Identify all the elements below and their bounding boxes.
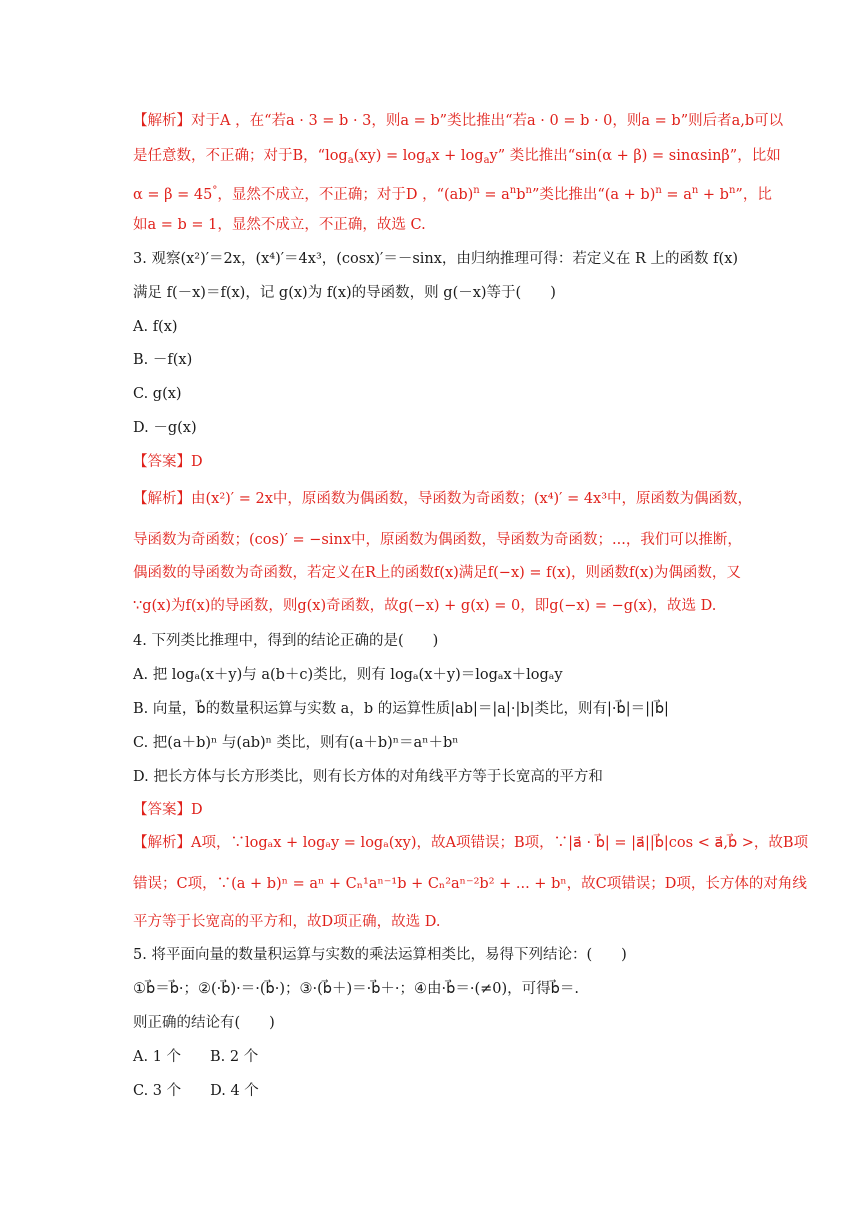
q3-analysis-line-4: ∵g(x)为f(x)的导函数，则g(x)奇函数，故g(−x) + g(x) = 0，即g(−x) = −g(x)，故选 D. <box>133 598 717 614</box>
subscript: a <box>347 155 354 166</box>
q3-analysis-line-2: 导函数为奇函数；(cos)′ = −sinx中，原函数为偶函数，导函数为奇函数；...，我们可以推断， <box>133 532 742 548</box>
q3-analysis-line-3: 偶函数的导函数为奇函数，若定义在R上的函数f(x)满足f(−x) = f(x)，则函数f(x)为偶函数，又 <box>133 565 741 581</box>
q2-analysis-line-3 <box>133 181 772 205</box>
q2-analysis-line-1 <box>133 111 784 131</box>
analysis-text: 对于A ，在“若a · 3 = b · 3，则a = b”类比推出“若a · 0 = b · 0，则a = b”则后者a,b可以 <box>191 113 784 129</box>
q3-answer <box>133 452 733 472</box>
q3-option-d: D. －g(x) <box>133 420 197 436</box>
analysis-text: = a <box>661 187 692 203</box>
answer-tag: 【答案】 <box>133 802 191 818</box>
q4-option-b: B. 向量，b⃗的数量积运算与实数 a，b 的运算性质|ab|＝|a|·|b|类比，则有|·b⃗|＝||b⃗| <box>133 701 669 717</box>
q4-option-a: A. 把 logₐ(x＋y)与 a(b＋c)类比，则有 logₐ(x＋y)＝logₐx＋logₐy <box>133 667 563 683</box>
q3-stem-line-2: 满足 f(－x)＝f(x)，记 g(x)为 f(x)的导函数，则 g(－x)等于( ) <box>133 285 556 301</box>
q4-option-c: C. 把(a＋b)ⁿ 与(ab)ⁿ 类比，则有(a＋b)ⁿ＝aⁿ＋bⁿ <box>133 735 459 751</box>
q2-analysis-line-4: 如a = b = 1，显然不成立，不正确，故选 C. <box>133 217 426 233</box>
q3-option-b: B. －f(x) <box>133 352 193 368</box>
subscript: a <box>483 155 490 166</box>
analysis-text: (xy) = log <box>353 148 426 164</box>
q4-option-d: D. 把长方体与长方形类比，则有长方体的对角线平方等于长宽高的平方和 <box>133 769 603 785</box>
q5-prompt: 则正确的结论有( ) <box>133 1015 275 1031</box>
superscript: n <box>473 185 480 196</box>
answer-value: D <box>191 802 203 818</box>
analysis-tag: 【解析】 <box>133 113 191 129</box>
q5-options-row-2: C. 3 个 D. 4 个 <box>133 1083 259 1099</box>
q3-option-a: A. f(x) <box>133 319 178 335</box>
subscript: a <box>425 155 432 166</box>
superscript: n <box>509 185 517 196</box>
analysis-text: α = β = 45 <box>133 187 213 203</box>
analysis-text: 是任意数，不正确；对于B，“log <box>133 148 348 164</box>
analysis-text: ”类比推出“(a + b) <box>531 187 656 203</box>
q5-statements: ①b⃗＝b⃗·；②(·b⃗)·＝·(b⃗·)；③·(b⃗＋)＝·b⃗＋·；④由·b⃗＝·(≠0)，可得b⃗＝. <box>133 981 579 997</box>
q3-option-c: C. g(x) <box>133 386 182 402</box>
analysis-text: x + log <box>431 148 484 164</box>
analysis-tag: 【解析】 <box>133 491 191 507</box>
analysis-text: 由(x²)′ = 2x中，原函数为偶函数，导函数为奇函数；(x⁴)′ = 4x³中，原函数为偶函数， <box>191 491 753 507</box>
analysis-tag: 【解析】 <box>133 835 191 851</box>
superscript: n <box>525 185 532 196</box>
superscript: n <box>655 185 662 196</box>
q4-stem: 4. 下列类比推理中，得到的结论正确的是( ) <box>133 633 439 649</box>
answer-value: D <box>191 454 203 470</box>
q3-analysis-line-1 <box>133 489 753 509</box>
answer-tag: 【答案】 <box>133 454 191 470</box>
analysis-text: b <box>516 187 526 203</box>
analysis-text: y” 类比推出“sin(α + β) = sinαsinβ”，比如 <box>489 148 781 164</box>
analysis-text: A项，∵logₐx + logₐy = logₐ(xy)，故A项错误；B项，∵|a⃗ · b⃗| = |a⃗||b⃗|cos < a⃗,b⃗ >，故B项 <box>191 835 809 851</box>
analysis-text: = a <box>479 187 510 203</box>
q3-stem-line-1: 3. 观察(x²)′＝2x，(x⁴)′＝4x³，(cosx)′＝－sinx，由归纳推理可得：若定义在 R 上的函数 f(x) <box>133 251 739 267</box>
superscript: n <box>728 185 736 196</box>
q4-analysis-line-3: 平方等于长宽高的平方和，故D项正确，故选 D. <box>133 914 441 930</box>
superscript: ° <box>212 185 218 196</box>
q2-analysis-line-2 <box>133 146 781 171</box>
analysis-text: + b <box>698 187 729 203</box>
analysis-text: ，显然不成立，不正确；对于D ，“(ab) <box>217 187 474 203</box>
analysis-text: ”，比 <box>735 187 772 203</box>
q5-options-row-1: A. 1 个 B. 2 个 <box>133 1049 259 1065</box>
superscript: n <box>691 185 699 196</box>
q4-analysis-line-1 <box>133 833 809 853</box>
q5-stem: 5. 将平面向量的数量积运算与实数的乘法运算相类比，易得下列结论：( ) <box>133 947 627 963</box>
q4-analysis-line-2: 错误；C项，∵(a + b)ⁿ = aⁿ + Cₙ¹aⁿ⁻¹b + Cₙ²aⁿ⁻²b² + ... + bⁿ，故C项错误；D项，长方体的对角线 <box>133 876 807 892</box>
q4-answer <box>133 800 733 820</box>
